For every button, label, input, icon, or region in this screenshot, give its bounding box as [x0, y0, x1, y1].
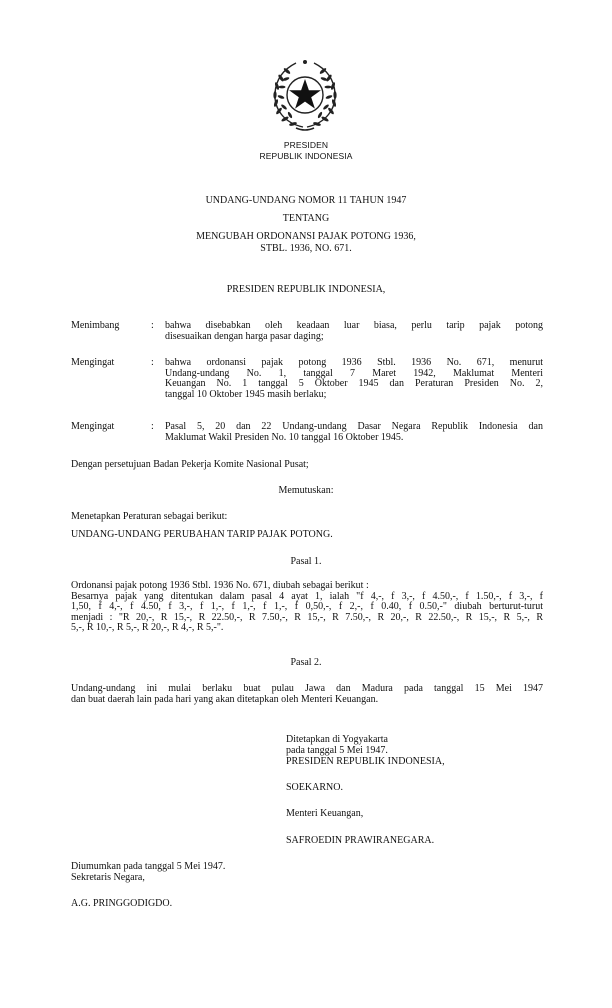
- president-heading: PRESIDEN REPUBLIK INDONESIA,: [226, 284, 386, 295]
- enactment-date: pada tanggal 5 Mei 1947.: [286, 745, 388, 756]
- law-name-line: UNDANG-UNDANG PERUBAHAN TARIP PAJAK POTONG.: [71, 529, 333, 540]
- text-line: 5,-, R 10,-, R 5,-, R 20,-, R 4,-, R 5,-".: [71, 622, 224, 633]
- minister-name: SAFROEDIN PRAWIRANEGARA.: [286, 835, 435, 846]
- presidential-emblem-icon: [270, 57, 340, 133]
- article-2-heading: Pasal 2.: [290, 657, 322, 668]
- enactment-place: Ditetapkan di Yogyakarta: [286, 734, 388, 745]
- text-line: tanggal 10 Oktober 1945 masih berlaku;: [165, 388, 327, 400]
- consideration-label: Mengingat: [71, 421, 115, 432]
- consideration-label: Mengingat: [71, 357, 115, 368]
- approval-text: Dengan persetujuan Badan Pekerja Komite Nasional Pusat;: [71, 459, 309, 470]
- decide-heading: Memutuskan:: [278, 485, 334, 496]
- secretary-name: A.G. PRINGGODIGDO.: [71, 898, 173, 909]
- promulgation-date: Diumumkan pada tanggal 5 Mei 1947.: [71, 861, 226, 872]
- law-about: TENTANG: [282, 213, 330, 224]
- consideration-text: [165, 321, 543, 342]
- law-subject-line2: STBL. 1936, NO. 671.: [260, 243, 352, 254]
- text-line: bahwa disebabkan oleh keadaan luar biasa, perlu tarip pajak potong: [165, 320, 543, 331]
- enact-line: Menetapkan Peraturan sebagai berikut:: [71, 511, 228, 522]
- law-subject-line1: MENGUBAH ORDONANSI PAJAK POTONG 1936,: [196, 231, 416, 242]
- text-line: disesuaikan dengan harga pasar daging;: [165, 330, 324, 342]
- text-line: bahwa ordonansi pajak potong 1936 Stbl. 1936 No. 671, menurut: [165, 357, 543, 368]
- consideration-colon: :: [151, 320, 154, 331]
- minister-title: Menteri Keuangan,: [286, 808, 364, 819]
- office-line-president: PRESIDEN: [283, 140, 329, 150]
- enactment-office: PRESIDEN REPUBLIK INDONESIA,: [286, 756, 445, 767]
- president-name: SOEKARNO.: [286, 782, 343, 793]
- text-line: Besarnya pajak yang ditentukan dalam pasal 4 ayat 1, ialah "f 4,-, f 3,-, f 4.50,-, f 1.50,-, f 3,-, f: [71, 590, 543, 602]
- text-line: Maklumat Wakil Presiden No. 10 tanggal 16 Oktober 1945.: [165, 431, 404, 443]
- text-line: dan buat daerah lain pada hari yang akan ditetapkan oleh Menteri Keuangan.: [71, 693, 379, 705]
- consideration-text: [165, 422, 543, 443]
- text-line: Keuangan No. 1 tanggal 5 Oktober 1945 dan Peraturan Presiden No. 2,: [165, 378, 543, 389]
- article-1-body: [71, 581, 543, 634]
- consideration-label: Menimbang: [71, 320, 120, 331]
- secretary-title: Sekretaris Negara,: [71, 872, 145, 883]
- article-1-heading: Pasal 1.: [290, 556, 322, 567]
- text-line: Undang-undang ini mulai berlaku buat pulau Jawa dan Madura pada tanggal 15 Mei 1947: [71, 683, 543, 694]
- consideration-text: [165, 358, 543, 400]
- consideration-colon: :: [151, 357, 154, 368]
- text-line: Undang-undang No. 1, tanggal 7 Maret 1942, Maklumat Menteri: [165, 367, 543, 379]
- law-title: UNDANG-UNDANG NOMOR 11 TAHUN 1947: [205, 195, 407, 206]
- text-line: menjadi : "R 20,-, R 15,-, R 22.50,-, R 7.50,-, R 15,-, R 7.50,-, R 20,-, R 22.50,-, R 15,-, R 5,-, R: [71, 611, 543, 623]
- text-line: 1,50, f 4,-, f 4.50, f 3,-, f 1,-, f 1,-, f 1,-, f 0,50,-, f 2,-, f 0.40, f 0.50,-" diubah berturut-turut: [71, 601, 543, 612]
- text-line: Ordonansi pajak potong 1936 Stbl. 1936 No. 671, diubah sebagai berikut :: [71, 580, 369, 591]
- office-line-republic: REPUBLIK INDONESIA: [259, 151, 353, 161]
- text-line: Pasal 5, 20 dan 22 Undang-undang Dasar Negara Republik Indonesia dan: [165, 421, 543, 432]
- article-2-body: [71, 684, 543, 705]
- consideration-colon: :: [151, 421, 154, 432]
